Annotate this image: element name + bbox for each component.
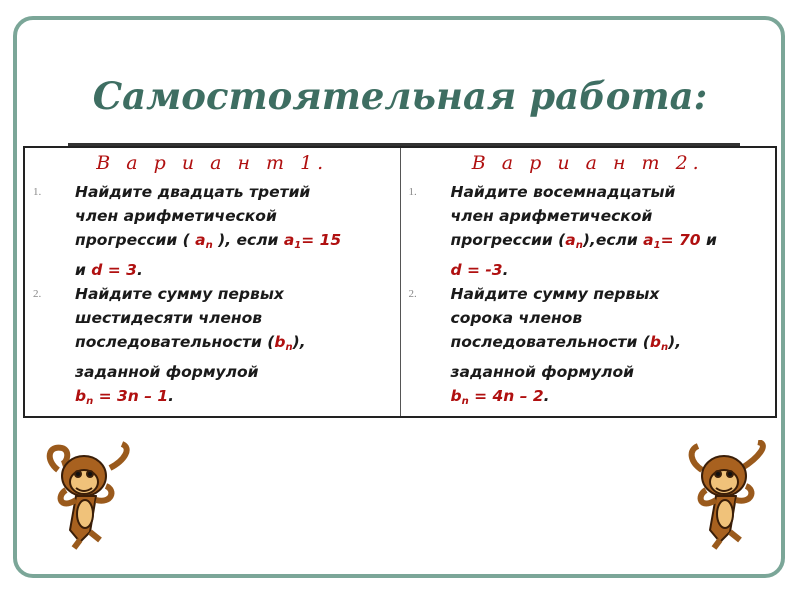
variant-2-heading: В а р и а н т 2. (471, 152, 704, 174)
a1-value: $а_1= 15$ (283, 231, 342, 251)
variant-2-task-1: 1. Найдите восемнадцатый член арифметической прогрессии $(а_n),если$ $а_1= 70$ и d = -3. (401, 180, 776, 282)
list-number: 2. (33, 288, 42, 300)
variant-1-task-1: 1. Найдите двадцать третий член арифметической прогрессии ( $а_n$ ), если $а_1= 15$ и d = 3. (25, 180, 400, 282)
variant-1-column (25, 148, 400, 416)
variants-table (23, 146, 777, 418)
variant-2-column (400, 148, 776, 416)
page-title: Самостоятельная работа: (92, 74, 708, 118)
a-n-symbol: $а_n$ (195, 231, 213, 251)
a1-value: $а_1= 70$ (643, 231, 701, 251)
d-value: d = -3 (450, 261, 503, 279)
monkey-icon (680, 440, 780, 550)
b-n-symbol: $b_n$ (274, 333, 293, 353)
variant-1-formula: $b_n = 3n - 1$. (75, 387, 175, 407)
variant-1-heading: В а р и а н т 1. (96, 152, 329, 174)
variant-2-formula: $b_n = 4n - 2$. (450, 387, 550, 407)
b-n-symbol: $b_n$ (649, 333, 669, 353)
list-number: 1. (33, 186, 42, 198)
a-n-symbol: $а_n$ (565, 231, 583, 251)
list-number: 1. (408, 186, 417, 198)
monkey-icon (40, 440, 140, 550)
d-value: d = 3 (91, 261, 137, 279)
variant-1-task-2: 2. Найдите сумму первых шестидесяти членов последовательности $(b_n)$, заданной формулой (25, 282, 400, 384)
variant-2-task-2: 2. Найдите сумму первых сорока членов последовательности $(b_n)$, заданной формулой (401, 282, 776, 384)
list-number: 2. (408, 288, 417, 300)
